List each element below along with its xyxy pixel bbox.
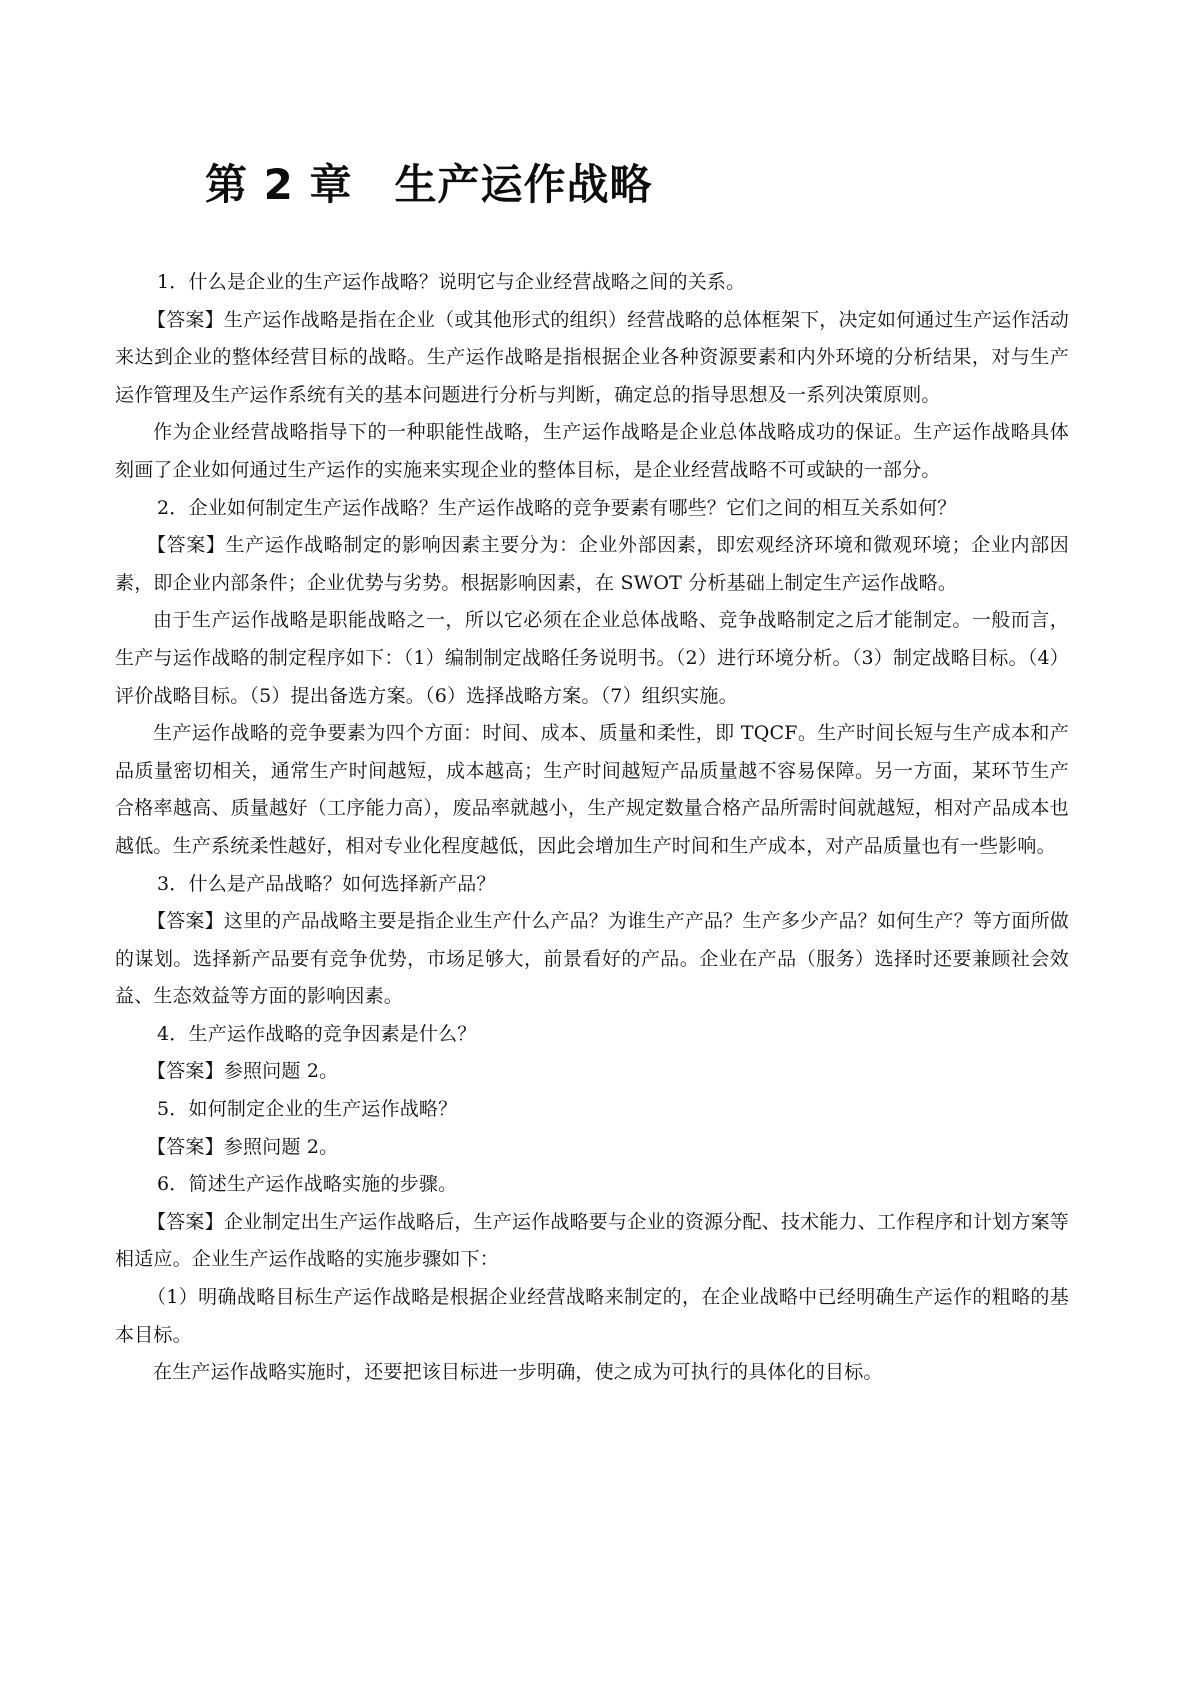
chapter-body bbox=[115, 264, 1069, 1392]
chapter-title bbox=[205, 156, 652, 214]
chapter-name: 生产运作战略 bbox=[394, 160, 653, 209]
answer-2: 【答案】生产运作战略制定的影响因素主要分为：企业外部因素，即宏观经济环境和微观环境；企业内部因素，即企业内部条件；企业优势与劣势。根据影响因素，在 SWOT 分析基础上制定生产运作战略。 bbox=[115, 534, 1069, 594]
paragraph: 在生产运作战略实施时，还要把该目标进一步明确，使之成为可执行的具体化的目标。 bbox=[153, 1361, 883, 1384]
answer-1: 【答案】生产运作战略是指在企业（或其他形式的组织）经营战略的总体框架下，决定如何通过生产运作活动来达到企业的整体经营目标的战略。生产运作战略是指根据企业各种资源要素和内外环境的分析结果，对与生产运作管理及生产运作系统有关的基本问题进行分析与判断，确定总的指导思想及一系列决策原则。 bbox=[115, 308, 1069, 406]
paragraph: 生产运作战略的竞争要素为四个方面：时间、成本、质量和柔性，即 TQCF。生产时间长短与生产成本和产品质量密切相关，通常生产时间越短，成本越高；生产时间越短产品质量越不容易保障。另一方面，某环节生产合格率越高、质量越好（工序能力高），废品率就越小，生产规定数量合格产品所需时间就越短，相对产品成本也越低。生产系统柔性越好，相对专业化程度越低，因此会增加生产时间和生产成本，对产品质量也有一些影响。 bbox=[115, 722, 1069, 857]
answer-6: 【答案】企业制定出生产运作战略后，生产运作战略要与企业的资源分配、技术能力、工作程序和计划方案等相适应。企业生产运作战略的实施步骤如下： bbox=[115, 1210, 1069, 1271]
question-2: 2．企业如何制定生产运作战略？生产运作战略的竞争要素有哪些？它们之间的相互关系如何？ bbox=[157, 496, 957, 519]
chapter-number: 第 2 章 bbox=[205, 160, 353, 209]
paragraph: （1）明确战略目标生产运作战略是根据企业经营战略来制定的，在企业战略中已经明确生产运作的粗略的基本目标。 bbox=[115, 1286, 1069, 1346]
question-6: 6．简述生产运作战略实施的步骤。 bbox=[157, 1173, 458, 1196]
answer-4: 【答案】参照问题 2。 bbox=[147, 1060, 339, 1083]
paragraph: 由于生产运作战略是职能战略之一，所以它必须在企业总体战略、竞争战略制定之后才能制定。一般而言，生产与运作战略的制定程序如下：（1）编制制定战略任务说明书。（2）进行环境分析。（3）制定战略目标。（4）评价战略目标。（5）提出备选方案。（6）选择战略方案。（7）组织实施。 bbox=[115, 609, 1069, 707]
question-5: 5．如何制定企业的生产运作战略？ bbox=[157, 1098, 458, 1121]
answer-5: 【答案】参照问题 2。 bbox=[147, 1135, 339, 1158]
question-1: 1．什么是企业的生产运作战略？说明它与企业经营战略之间的关系。 bbox=[157, 271, 746, 293]
question-3: 3．什么是产品战略？如何选择新产品？ bbox=[157, 872, 496, 895]
answer-3: 【答案】这里的产品战略主要是指企业生产什么产品？为谁生产产品？生产多少产品？如何生产？等方面所做的谋划。选择新产品要有竞争优势，市场足够大，前景看好的产品。企业在产品（服务）选择时还要兼顾社会效益、生态效益等方面的影响因素。 bbox=[115, 910, 1069, 1008]
paragraph: 作为企业经营战略指导下的一种职能性战略，生产运作战略是企业总体战略成功的保证。生产运作战略具体刻画了企业如何通过生产运作的实施来实现企业的整体目标，是企业经营战略不可或缺的一部分。 bbox=[115, 421, 1069, 481]
question-4: 4．生产运作战略的竞争因素是什么？ bbox=[157, 1022, 477, 1045]
